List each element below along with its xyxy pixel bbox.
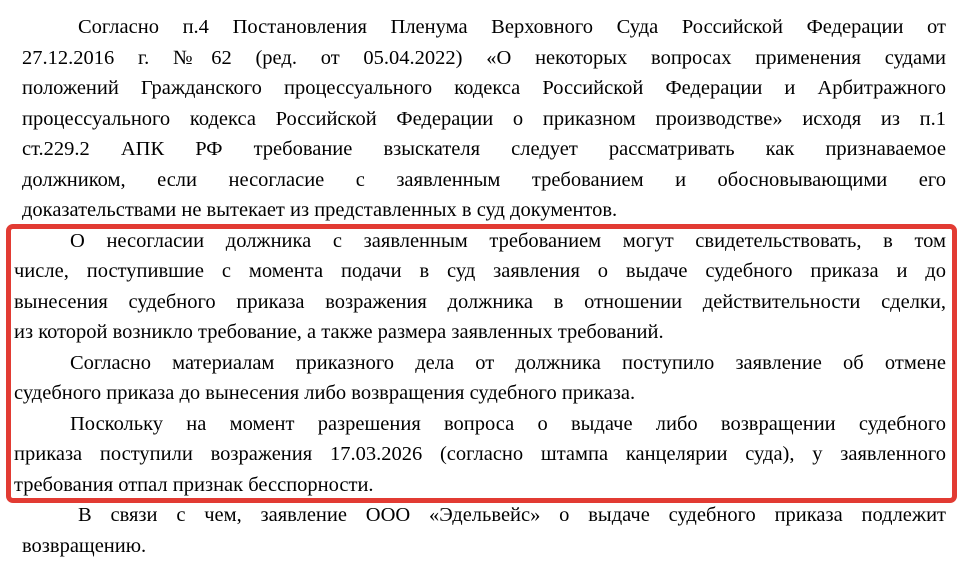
- text-line: 27.12.2016 г. №62 (ред. от 05.04.2022) «О некоторых вопросах применения судами: [22, 46, 946, 69]
- text-line: требования отпал признак бесспорности.: [14, 473, 374, 496]
- text-line: положений Гражданского процессуального кодекса Российской Федерации и Арбитражного: [22, 77, 946, 99]
- text-line: из которой возникло требование, а также размера заявленных требований.: [14, 321, 664, 343]
- text-line: должником, если несогласие с заявленным требованием и обосновывающими его: [22, 168, 946, 191]
- text-line: Поскольку на момент разрешения вопроса о выдаче либо возвращении судебного: [70, 412, 946, 435]
- text-line: приказа поступили возражения 17.03.2026 (согласно штампа канцелярии суда), у заявленного: [14, 443, 946, 465]
- paragraph-4: [14, 409, 946, 501]
- paragraph-5: [22, 500, 946, 561]
- text-line: судебного приказа до вынесения либо возвращения судебного приказа.: [14, 382, 636, 404]
- text-line: вынесения судебного приказа возражения должника в отношении действительности сделки,: [14, 290, 946, 313]
- text-line: числе, поступившие с момента подачи в суд заявления о выдаче судебного приказа и до: [14, 260, 946, 282]
- paragraph-1: [22, 12, 946, 226]
- text-line: Согласно п.4 Постановления Пленума Верховного Суда Российской Федерации от: [78, 16, 946, 38]
- text-line: доказательствами не вытекает из представленных в суд документов.: [22, 199, 618, 221]
- text-line: ст.229.2 АПК РФ требование взыскателя следует рассматривать как признаваемое: [22, 138, 946, 160]
- paragraph-3: [14, 348, 946, 409]
- text-line: возвращению.: [22, 534, 147, 557]
- text-line: О несогласии должника с заявленным требованием могут свидетельствовать, в том: [70, 229, 946, 252]
- text-line: В связи с чем, заявление ООО «Эдельвейс» о выдаче судебного приказа подлежит: [78, 504, 946, 526]
- document-text: [14, 12, 946, 561]
- paragraph-2: [14, 226, 946, 348]
- text-line: процессуального кодекса Российской Федерации о приказном производстве» исходя из п.1: [22, 107, 946, 130]
- text-line: Согласно материалам приказного дела от должника поступило заявление об отмене: [70, 351, 946, 374]
